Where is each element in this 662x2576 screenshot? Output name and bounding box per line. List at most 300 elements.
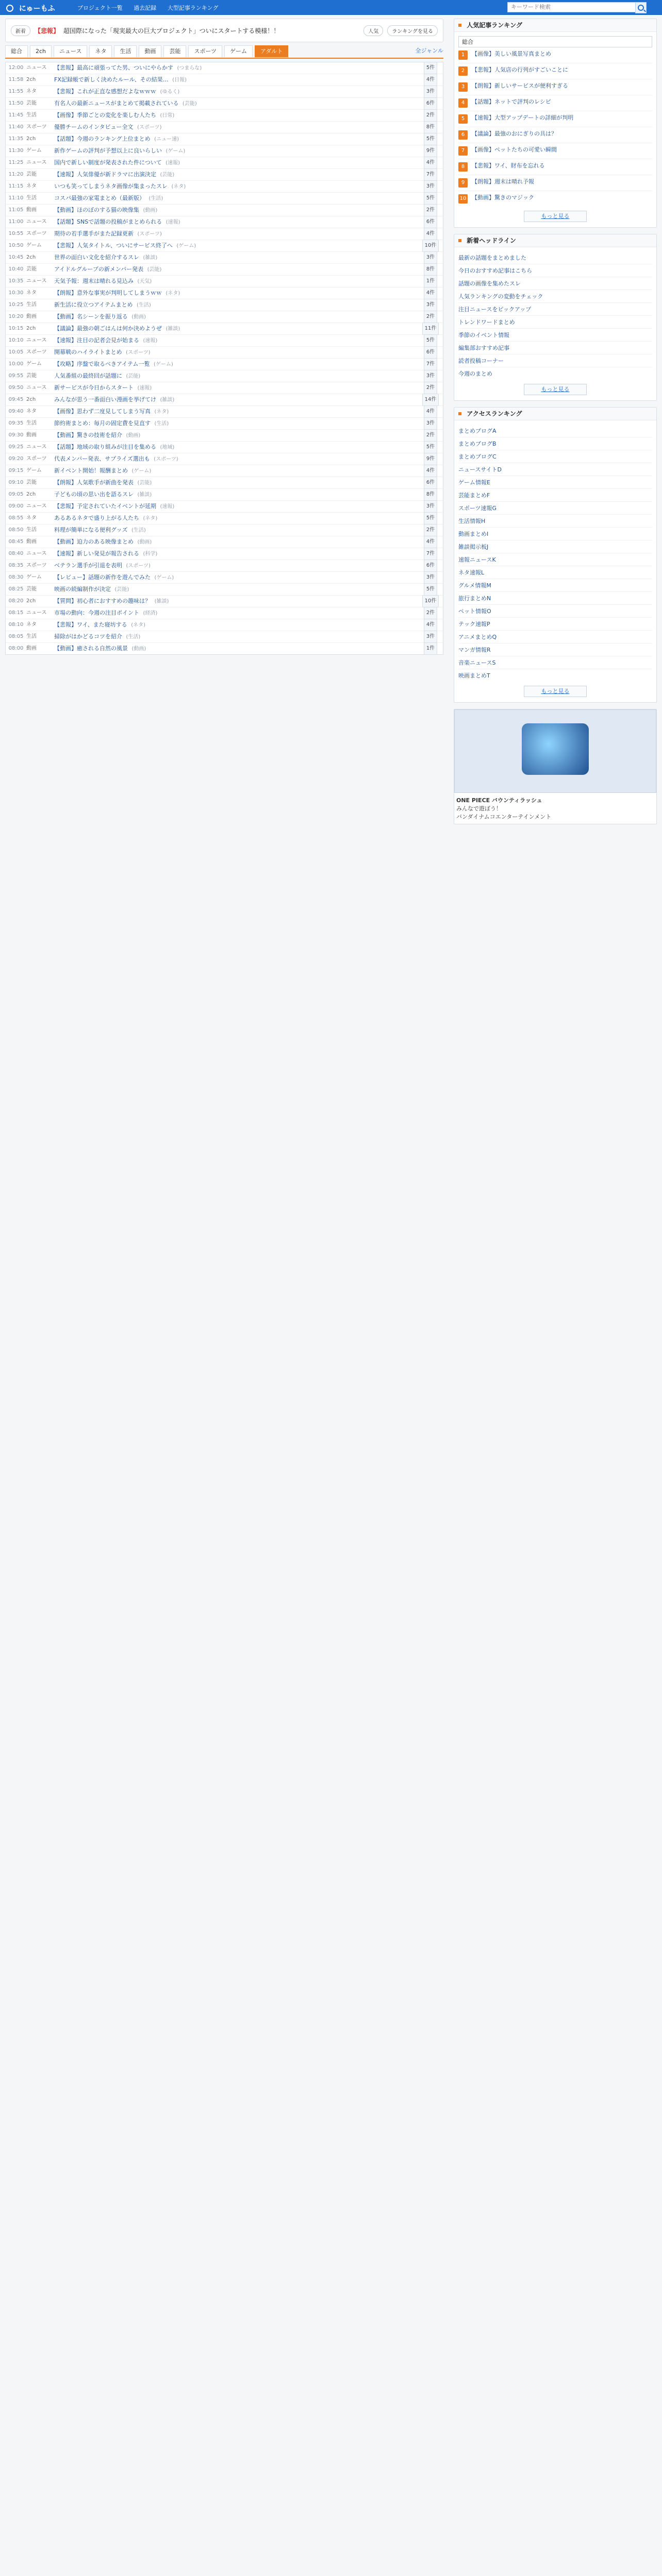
list-item-title[interactable] xyxy=(54,122,418,133)
access-item[interactable]: マンガ情報R xyxy=(458,643,652,656)
list-item-title[interactable] xyxy=(54,584,418,596)
headline-pill-popular[interactable]: 人気 xyxy=(363,25,383,36)
tab-5[interactable]: 動画 xyxy=(139,45,161,57)
list-item-title[interactable] xyxy=(54,311,418,323)
access-item[interactable]: 動画まとめI xyxy=(458,527,652,540)
list-item[interactable] xyxy=(6,109,443,121)
ranking-item[interactable] xyxy=(458,127,652,143)
list-item[interactable] xyxy=(6,86,443,97)
ranking-item[interactable] xyxy=(458,143,652,159)
rank-title: 【悲報】人気店の行列がすごいことに xyxy=(472,66,568,73)
list-item[interactable] xyxy=(6,417,443,429)
list-item[interactable] xyxy=(6,263,443,275)
new-item[interactable]: トレンドワードまとめ xyxy=(458,315,652,328)
rank-title: 【画像】美しい風景写真まとめ xyxy=(472,50,551,57)
access-item[interactable]: ゲーム情報E xyxy=(458,476,652,488)
list-item-count xyxy=(418,560,443,572)
ad-caption-text: みんなで遊ぼう！ xyxy=(456,805,502,812)
list-item-title[interactable] xyxy=(54,524,418,536)
tab-7[interactable]: スポーツ xyxy=(188,45,222,57)
access-more-button[interactable]: もっと見る xyxy=(524,686,587,697)
list-item-category: ネタ xyxy=(26,409,37,414)
list-item-title[interactable] xyxy=(54,513,418,524)
list-item[interactable] xyxy=(6,382,443,394)
list-item-title-text: 世界の面白い文化を紹介するスレ xyxy=(54,253,139,261)
list-item-title-text: FX記録帳で新しく決めたルール、その結果… xyxy=(54,76,169,83)
count-badge: 5件 xyxy=(424,334,437,347)
new-item[interactable]: 今日のおすすめ記事はこちら xyxy=(458,264,652,277)
list-item[interactable] xyxy=(6,536,443,548)
list-item[interactable] xyxy=(6,323,443,334)
ranking-item[interactable] xyxy=(458,191,652,207)
list-item[interactable] xyxy=(6,192,443,204)
list-item-source: (地域) xyxy=(160,444,175,450)
list-item-title[interactable] xyxy=(54,489,418,501)
new-more-button[interactable]: もっと見る xyxy=(524,384,587,395)
list-item[interactable] xyxy=(6,453,443,465)
ranking-item[interactable] xyxy=(458,111,652,127)
rank-number: 2 xyxy=(458,66,468,76)
list-item-count xyxy=(418,240,443,252)
list-item-time: 11:10 xyxy=(8,195,24,201)
access-item[interactable]: 旅行まとめN xyxy=(458,591,652,604)
new-item[interactable]: 季節のイベント情報 xyxy=(458,328,652,341)
access-item[interactable]: ニュースサイトD xyxy=(458,463,652,476)
list-item[interactable] xyxy=(6,204,443,216)
list-item[interactable] xyxy=(6,74,443,86)
list-item-source: (日常) xyxy=(160,112,175,118)
list-item-count xyxy=(418,417,443,430)
list-item-title[interactable] xyxy=(54,240,418,252)
list-item[interactable] xyxy=(6,488,443,500)
list-item-title[interactable] xyxy=(54,335,418,347)
list-item-category: 2ch xyxy=(26,255,36,260)
nav-archive[interactable]: 過去記録 xyxy=(134,5,157,11)
list-item-title[interactable] xyxy=(54,216,418,228)
list-item-time: 08:20 xyxy=(8,598,24,604)
list-item-title-text: アイドルグループの新メンバー発表 xyxy=(54,265,144,273)
list-item-count xyxy=(418,488,443,501)
list-item-count xyxy=(418,631,443,643)
count-badge: 6件 xyxy=(424,216,437,228)
count-badge: 2件 xyxy=(424,109,437,122)
section-dot-icon xyxy=(458,24,461,27)
list-item-time: 09:15 xyxy=(8,468,24,473)
list-item-title[interactable] xyxy=(54,98,418,110)
list-item-title-text: 【話題】SNSで話題の投稿がまとめられる xyxy=(54,218,162,225)
tab-3[interactable]: ネタ xyxy=(89,45,112,57)
list-item-title-text: 【話題】地域の取り組みが注目を集める xyxy=(54,443,156,450)
list-item-time: 12:00 xyxy=(8,65,24,71)
list-item-category: 2ch xyxy=(26,397,36,402)
tab-9[interactable]: アダルト xyxy=(255,45,288,57)
list-item-source: (ゲーム) xyxy=(153,361,173,367)
list-item-title-text: 人気番組の最終回が話題に xyxy=(54,372,122,379)
list-item-title-text: 料理が簡単になる便利グッズ xyxy=(54,526,128,533)
ranking-item[interactable] xyxy=(458,47,652,63)
list-item-title[interactable] xyxy=(54,370,418,382)
list-item-title[interactable] xyxy=(54,359,418,370)
list-item-title[interactable] xyxy=(54,181,418,193)
count-badge: 9件 xyxy=(424,145,437,157)
list-item-source: (速報) xyxy=(166,219,180,225)
access-item[interactable]: まとめブログA xyxy=(458,428,496,434)
new-item[interactable]: 最新の話題をまとめました xyxy=(458,255,526,261)
access-item[interactable]: 雑談掲示板J xyxy=(458,540,652,553)
list-item-title[interactable] xyxy=(54,465,418,477)
search-input[interactable] xyxy=(507,2,642,12)
list-item-time: 10:15 xyxy=(8,326,24,331)
tab-0[interactable]: 総合 xyxy=(5,45,28,57)
ad-card[interactable] xyxy=(454,709,657,824)
access-item[interactable]: テック速報P xyxy=(458,617,652,630)
list-item-source: (速報) xyxy=(166,160,180,166)
access-item[interactable]: スポーツ速報G xyxy=(458,501,652,514)
list-item-time: 10:30 xyxy=(8,290,24,296)
list-item-title-text: 優勝チームのインタビュー全文 xyxy=(54,123,134,130)
list-item-title[interactable] xyxy=(54,560,418,572)
tabs-right[interactable]: 全ジャンル xyxy=(415,47,443,54)
count-badge: 2件 xyxy=(424,311,437,323)
list-item-count xyxy=(418,275,443,287)
list-item-count xyxy=(418,263,443,276)
list-item-category: ゲーム xyxy=(26,574,42,580)
list-item[interactable] xyxy=(6,311,443,323)
list-item-title-text: 【話題】今週のランキング上位まとめ xyxy=(54,135,151,142)
list-item-title[interactable] xyxy=(54,596,418,607)
ranking-list xyxy=(458,47,652,207)
list-item-count xyxy=(418,216,443,228)
list-item-title-text: 市場の動向：今週の注目ポイント xyxy=(54,609,139,616)
list-item[interactable] xyxy=(6,157,443,168)
headline-list xyxy=(5,62,443,655)
list-item-title[interactable] xyxy=(54,572,418,584)
list-item[interactable] xyxy=(6,62,443,74)
list-item[interactable] xyxy=(6,240,443,251)
list-item[interactable] xyxy=(6,548,443,560)
list-item-category: ネタ xyxy=(26,290,37,296)
list-item-title[interactable] xyxy=(54,430,418,442)
count-badge: 4件 xyxy=(424,536,437,548)
nav-projects[interactable]: プロジェクト一覧 xyxy=(77,5,123,11)
list-item-title-text: 開幕戦のハイライトまとめ xyxy=(54,348,122,355)
list-item[interactable] xyxy=(6,216,443,228)
list-item-title[interactable] xyxy=(54,62,418,74)
list-item-time: 11:20 xyxy=(8,172,24,177)
list-item-title-text: 映画の続編制作が決定 xyxy=(54,585,111,592)
list-item[interactable] xyxy=(6,477,443,488)
tab-2[interactable]: ニュース xyxy=(54,45,87,57)
count-badge: 14件 xyxy=(422,394,439,406)
ranking-item[interactable] xyxy=(458,175,652,191)
access-item[interactable]: 芸能まとめF xyxy=(458,488,652,501)
list-item[interactable] xyxy=(6,370,443,382)
list-item-title[interactable] xyxy=(54,157,418,169)
list-item-time: 08:00 xyxy=(8,646,24,651)
count-badge: 1件 xyxy=(424,275,437,287)
count-badge: 2件 xyxy=(424,429,437,442)
ranking-item[interactable] xyxy=(458,159,652,175)
list-item[interactable] xyxy=(6,512,443,524)
list-item-source: (芸能) xyxy=(182,100,197,107)
brand-logo[interactable] xyxy=(6,3,55,13)
list-item-title-text: 【質問】初心者におすすめの趣味は？ xyxy=(54,597,151,604)
new-item[interactable]: 注目ニュースをピックアップ xyxy=(458,302,652,315)
search-button[interactable] xyxy=(635,2,647,13)
list-item-title[interactable] xyxy=(54,276,418,287)
list-item-title[interactable] xyxy=(54,347,418,359)
list-item[interactable] xyxy=(6,251,443,263)
list-item-title[interactable] xyxy=(54,228,418,240)
list-item-title[interactable] xyxy=(54,145,418,157)
access-item[interactable]: グルメ情報M xyxy=(458,579,652,591)
list-item[interactable] xyxy=(6,121,443,133)
list-item-source: (動画) xyxy=(143,207,158,213)
list-item[interactable] xyxy=(6,145,443,157)
tab-1[interactable]: 2ch xyxy=(30,45,52,57)
list-item-title[interactable] xyxy=(54,477,418,489)
list-item-source: (生活) xyxy=(136,302,151,308)
list-item-title-text: 【攻略】序盤で取るべきアイテム一覧 xyxy=(54,360,150,367)
list-item-category: 2ch xyxy=(26,326,36,331)
list-item-source: (ゲーム) xyxy=(176,243,196,249)
list-item-title[interactable] xyxy=(54,299,418,311)
list-item-source: (生活) xyxy=(148,195,163,201)
list-item-count xyxy=(418,86,443,98)
ranking-select[interactable]: 総合 xyxy=(458,36,652,47)
access-item[interactable]: アニメまとめQ xyxy=(458,630,652,643)
rank-number: 8 xyxy=(458,162,468,172)
ranking-more-button[interactable]: もっと見る xyxy=(524,211,587,222)
list-item[interactable] xyxy=(6,299,443,311)
list-item-title[interactable] xyxy=(54,252,418,264)
list-item-title[interactable] xyxy=(54,501,418,513)
list-item-time: 11:15 xyxy=(8,183,24,189)
rank-title: 【話題】ネットで評判のレシピ xyxy=(472,98,551,105)
new-item[interactable]: 人気ランキングの変動をチェック xyxy=(458,290,652,302)
count-badge: 4件 xyxy=(424,405,437,418)
list-item-title[interactable] xyxy=(54,619,418,631)
list-item-title[interactable] xyxy=(54,193,418,205)
access-item[interactable]: ネタ速報L xyxy=(458,566,652,579)
list-item-count xyxy=(418,358,443,370)
rank-title: 【速報】大型アップデートの詳細が判明 xyxy=(472,114,574,121)
list-item[interactable] xyxy=(6,228,443,240)
list-item-title[interactable] xyxy=(54,548,418,560)
list-item[interactable] xyxy=(6,631,443,642)
list-item-source: (ニュー速) xyxy=(154,136,179,142)
list-item-count xyxy=(418,441,443,453)
list-item-title-text: 期待の若手選手がまた記録更新 xyxy=(54,230,134,237)
list-item-time: 10:55 xyxy=(8,231,24,236)
ad-caption[interactable] xyxy=(454,793,656,824)
access-item[interactable]: 映画まとめT xyxy=(458,669,652,682)
list-item-category: スポーツ xyxy=(26,231,47,236)
ranking-item[interactable] xyxy=(458,63,652,79)
list-item[interactable] xyxy=(6,97,443,109)
list-item[interactable] xyxy=(6,346,443,358)
access-item[interactable]: 生活情報H xyxy=(458,514,652,527)
list-item-title[interactable] xyxy=(54,382,418,394)
list-item-time: 09:10 xyxy=(8,480,24,485)
list-item-source: (速報) xyxy=(160,503,175,510)
list-item-category: 生活 xyxy=(26,527,37,533)
list-item-title[interactable] xyxy=(54,287,418,299)
count-badge: 4件 xyxy=(424,74,437,86)
count-badge: 3件 xyxy=(424,417,437,430)
list-item-time: 09:05 xyxy=(8,492,24,497)
main-column xyxy=(5,19,443,655)
list-item-count xyxy=(418,607,443,619)
new-title xyxy=(454,234,656,247)
ad-image[interactable] xyxy=(454,709,656,793)
list-item-count xyxy=(418,512,443,524)
count-badge: 2件 xyxy=(424,607,437,619)
list-item-time: 10:45 xyxy=(8,255,24,260)
list-item[interactable] xyxy=(6,168,443,180)
list-item[interactable] xyxy=(6,287,443,299)
tab-4[interactable]: 生活 xyxy=(114,45,137,57)
list-item-title-text: 【朗報】意外な事実が判明してしまうｗｗ xyxy=(54,289,162,296)
access-item[interactable]: 速報ニュースK xyxy=(458,553,652,566)
list-item[interactable] xyxy=(6,642,443,654)
list-item-category: 2ch xyxy=(26,598,36,604)
list-item[interactable] xyxy=(6,180,443,192)
count-badge: 6件 xyxy=(424,560,437,572)
list-item[interactable] xyxy=(6,429,443,441)
list-item-time: 11:58 xyxy=(8,77,24,82)
list-item-time: 11:55 xyxy=(8,89,24,94)
list-item[interactable] xyxy=(6,358,443,370)
list-item-category: 動画 xyxy=(26,207,37,213)
tab-8[interactable]: ゲーム xyxy=(224,45,253,57)
list-item-title-text: 【悲報】最高に頑張ってた男、ついにやらかす xyxy=(54,64,173,71)
brand-name: にゅーもふ xyxy=(19,5,55,13)
list-item-title[interactable] xyxy=(54,536,418,548)
list-item-category: ニュース xyxy=(26,65,47,71)
list-item-title[interactable] xyxy=(54,205,418,216)
list-item-count xyxy=(418,133,443,145)
list-item-count xyxy=(418,370,443,382)
list-item-title[interactable] xyxy=(54,110,418,122)
list-item-time: 10:10 xyxy=(8,337,24,343)
access-item[interactable]: 音楽ニュースS xyxy=(458,656,652,669)
list-item-title[interactable] xyxy=(54,86,418,98)
list-item-title[interactable] xyxy=(54,133,418,145)
count-badge: 3件 xyxy=(424,86,437,98)
list-item-time: 08:55 xyxy=(8,515,24,521)
list-item-title-text: 【悲報】ワイ、また寝坊する xyxy=(54,621,127,628)
access-item[interactable]: まとめブログB xyxy=(458,437,652,450)
list-item-category: 生活 xyxy=(26,420,37,426)
list-item-category: 2ch xyxy=(26,136,36,142)
list-item-title[interactable] xyxy=(54,631,418,643)
list-item-count xyxy=(418,583,443,596)
list-item-time: 08:10 xyxy=(8,622,24,628)
tab-6[interactable]: 芸能 xyxy=(163,45,186,57)
list-item-source: (芸能) xyxy=(114,586,129,592)
list-item[interactable] xyxy=(6,619,443,631)
list-item-time: 10:20 xyxy=(8,314,24,319)
count-badge: 3件 xyxy=(424,370,437,382)
rank-title: 【議論】最強のおにぎりの具は？ xyxy=(472,130,557,137)
new-item[interactable]: 読者投稿コーナー xyxy=(458,354,652,367)
list-item-title[interactable] xyxy=(54,264,418,276)
count-badge: 1件 xyxy=(424,642,437,655)
list-item-title-text: 新生活に役立つアイテムまとめ xyxy=(54,301,133,308)
access-item[interactable]: ペット情報O xyxy=(458,604,652,617)
list-item-count xyxy=(418,323,443,335)
count-badge: 4件 xyxy=(424,228,437,240)
headline-cta[interactable]: ランキングを見る xyxy=(387,25,438,36)
new-item[interactable]: 話題の画像を集めたスレ xyxy=(458,277,652,290)
list-item-title[interactable] xyxy=(54,418,418,430)
list-item-source: (ネタ) xyxy=(131,622,145,628)
access-card xyxy=(454,407,657,703)
list-item-time: 11:25 xyxy=(8,160,24,165)
list-item-title-text: 新イベント開始！報酬まとめ xyxy=(54,467,128,474)
ad-caption-title: ONE PIECE バウンティラッシュ xyxy=(456,797,542,804)
list-item[interactable] xyxy=(6,275,443,287)
list-item[interactable] xyxy=(6,571,443,583)
headline-title[interactable] xyxy=(35,26,359,35)
list-item[interactable] xyxy=(6,405,443,417)
list-item[interactable] xyxy=(6,560,443,571)
headline-pill-new[interactable]: 新着 xyxy=(11,25,30,36)
list-item[interactable] xyxy=(6,465,443,477)
ranking-title xyxy=(454,19,656,32)
list-item-count xyxy=(418,145,443,157)
list-item-count xyxy=(418,204,443,216)
new-item[interactable]: 編集部おすすめ記事 xyxy=(458,341,652,354)
new-item[interactable]: 今週のまとめ xyxy=(458,367,652,380)
list-item-source: (雑談) xyxy=(137,492,152,498)
list-item-title[interactable] xyxy=(54,643,418,655)
list-item-time: 11:50 xyxy=(8,100,24,106)
list-item-title[interactable] xyxy=(54,169,418,181)
list-item-title[interactable] xyxy=(54,323,418,335)
list-item-title[interactable] xyxy=(54,406,418,418)
list-item-title[interactable] xyxy=(54,607,418,619)
list-item-title-text: 【画像】季節ごとの変化を楽しむ人たち xyxy=(54,111,156,118)
list-item[interactable] xyxy=(6,583,443,595)
list-item-category: ニュース xyxy=(26,503,47,509)
list-item[interactable] xyxy=(6,394,443,405)
list-item-title[interactable] xyxy=(54,453,418,465)
list-item-title[interactable] xyxy=(54,74,418,86)
list-item-category: スポーツ xyxy=(26,349,47,355)
list-item[interactable] xyxy=(6,500,443,512)
ranking-item[interactable] xyxy=(458,95,652,111)
access-item[interactable]: まとめブログC xyxy=(458,450,652,463)
list-item-time: 11:30 xyxy=(8,148,24,154)
list-item-title[interactable] xyxy=(54,394,418,406)
list-item[interactable] xyxy=(6,524,443,536)
list-item-title-text: 【動画】ほのぼのする猫の映像集 xyxy=(54,206,139,213)
ranking-item[interactable] xyxy=(458,79,652,95)
list-item[interactable] xyxy=(6,595,443,607)
list-item-title-text: 【悲報】これが正直な感想だよなｗｗｗ xyxy=(54,88,156,95)
list-item-count xyxy=(418,619,443,631)
count-badge: 5件 xyxy=(424,441,437,453)
list-item-title[interactable] xyxy=(54,442,418,453)
list-item[interactable] xyxy=(6,334,443,346)
list-item[interactable] xyxy=(6,133,443,145)
nav-ranking[interactable]: 大型記事ランキング xyxy=(167,5,219,11)
list-item[interactable] xyxy=(6,607,443,619)
list-item[interactable] xyxy=(6,441,443,453)
list-item-title-text: 【画像】思わず二度見してしまう写真 xyxy=(54,408,151,415)
